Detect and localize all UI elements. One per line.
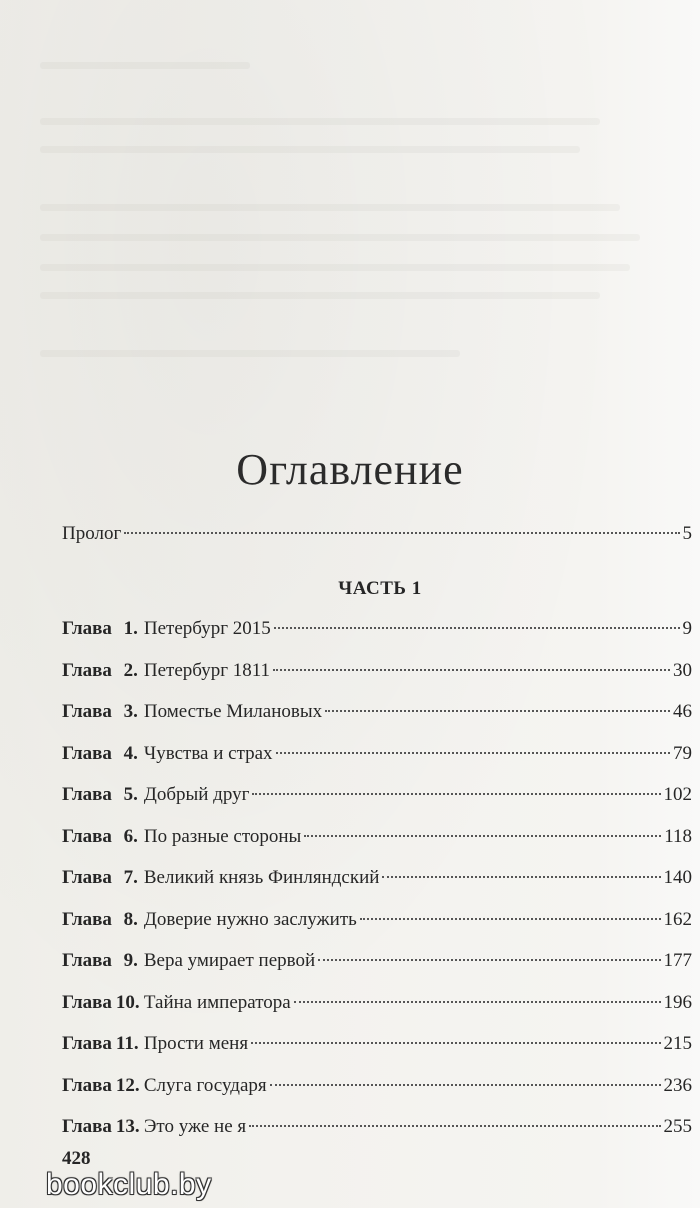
dot-leader <box>252 793 660 795</box>
chapter-prefix: Глава <box>62 1116 112 1137</box>
toc-entry-chapter <box>62 1116 692 1138</box>
chapter-label <box>62 784 249 806</box>
chapter-number: 5. <box>123 784 138 805</box>
dot-leader <box>360 918 661 920</box>
bleed-through-line <box>40 146 580 153</box>
chapter-prefix: Глава <box>62 743 112 764</box>
chapter-title: Великий князь Финляндский <box>143 867 380 888</box>
chapter-title: Доверие нужно заслужить <box>143 909 357 930</box>
chapter-prefix: Глава <box>62 992 112 1013</box>
chapter-page-number: 9 <box>682 618 692 639</box>
dot-leader <box>382 876 660 878</box>
dot-leader <box>251 1042 660 1044</box>
chapter-prefix: Глава <box>62 867 112 888</box>
chapter-prefix: Глава <box>62 784 112 805</box>
chapter-number: 2. <box>123 660 138 681</box>
prologue-label: Пролог <box>62 523 122 544</box>
toc-entry-chapter <box>62 992 692 1014</box>
chapter-title: Добрый друг <box>143 784 250 805</box>
watermark: bookclub.by <box>46 1168 212 1201</box>
toc-entry-chapter <box>62 743 692 765</box>
chapter-prefix: Глава <box>62 701 112 722</box>
chapter-page-number: 162 <box>663 909 692 930</box>
chapter-label <box>62 950 315 972</box>
toc-entry-chapter <box>62 867 692 889</box>
part-heading: ЧАСТЬ 1 <box>338 578 422 599</box>
dot-leader <box>270 1084 661 1086</box>
chapter-number: 9. <box>123 950 138 971</box>
chapter-number: 10. <box>115 992 140 1013</box>
chapter-number: 3. <box>123 701 138 722</box>
toc-entry-chapter <box>62 618 692 640</box>
chapter-page-number: 255 <box>663 1116 692 1137</box>
chapter-number: 12. <box>115 1075 140 1096</box>
chapter-label <box>62 618 271 640</box>
toc-entry-chapter <box>62 784 692 806</box>
chapter-prefix: Глава <box>62 1033 112 1054</box>
chapter-page-number: 140 <box>663 867 692 888</box>
bleed-through-line <box>40 234 640 241</box>
chapter-page-number: 79 <box>673 743 692 764</box>
dot-leader <box>249 1125 660 1127</box>
chapter-label <box>62 743 273 765</box>
chapter-number: 8. <box>123 909 138 930</box>
chapter-label <box>62 660 270 682</box>
chapter-number: 13. <box>115 1116 140 1137</box>
chapter-label <box>62 867 379 889</box>
chapter-prefix: Глава <box>62 909 112 930</box>
chapter-title: По разные стороны <box>143 826 302 847</box>
toc-entry-chapter <box>62 950 692 972</box>
toc-title: Оглавление <box>236 445 464 495</box>
chapter-label <box>62 909 357 931</box>
bleed-through-line <box>40 62 250 69</box>
chapter-label <box>62 1116 246 1138</box>
chapter-prefix: Глава <box>62 1075 112 1096</box>
toc-entry-chapter <box>62 660 692 682</box>
chapter-prefix: Глава <box>62 826 112 847</box>
chapter-title: Петербург 1811 <box>143 660 271 681</box>
chapter-number: 1. <box>123 618 138 639</box>
chapter-label <box>62 1075 267 1097</box>
chapter-number: 6. <box>123 826 138 847</box>
chapter-prefix: Глава <box>62 618 112 639</box>
toc-entry-chapter <box>62 826 692 848</box>
toc-entry-chapter <box>62 909 692 931</box>
chapter-number: 4. <box>123 743 138 764</box>
bleed-through-line <box>40 264 630 271</box>
chapter-label <box>62 992 291 1014</box>
chapter-number: 11. <box>115 1033 139 1054</box>
prologue-page-number: 5 <box>682 523 692 544</box>
chapter-title: Тайна императора <box>143 992 291 1013</box>
page-number: 428 <box>62 1148 91 1169</box>
bleed-through-line <box>40 118 600 125</box>
chapter-title: Петербург 2015 <box>143 618 271 639</box>
chapter-title: Вера умирает первой <box>143 950 316 971</box>
chapter-page-number: 215 <box>663 1033 692 1054</box>
chapter-title: Слуга государя <box>143 1075 267 1096</box>
chapter-page-number: 46 <box>673 701 692 722</box>
chapter-number: 7. <box>123 867 138 888</box>
dot-leader <box>124 532 679 534</box>
chapter-label <box>62 701 322 723</box>
chapter-title: Чувства и страх <box>143 743 273 764</box>
chapter-label <box>62 826 301 848</box>
chapter-prefix: Глава <box>62 660 112 681</box>
chapter-page-number: 236 <box>663 1075 692 1096</box>
bleed-through-line <box>40 292 600 299</box>
dot-leader <box>304 835 661 837</box>
chapter-page-number: 30 <box>673 660 692 681</box>
chapter-page-number: 177 <box>663 950 692 971</box>
toc-entry-chapter <box>62 1033 692 1055</box>
chapter-page-number: 102 <box>663 784 692 805</box>
chapter-title: Прости меня <box>143 1033 249 1054</box>
chapter-page-number: 118 <box>664 826 692 847</box>
chapter-prefix: Глава <box>62 950 112 971</box>
dot-leader <box>294 1001 661 1003</box>
bleed-through-line <box>40 204 620 211</box>
dot-leader <box>318 959 660 961</box>
dot-leader <box>276 752 670 754</box>
toc-entry-chapter <box>62 701 692 723</box>
bleed-through-line <box>40 350 460 357</box>
chapter-title: Это уже не я <box>143 1116 247 1137</box>
chapter-title: Поместье Милановых <box>143 701 323 722</box>
toc-entry-chapter <box>62 1075 692 1097</box>
dot-leader <box>274 627 680 629</box>
toc-entry-prologue <box>62 523 692 545</box>
dot-leader <box>273 669 670 671</box>
chapter-page-number: 196 <box>663 992 692 1013</box>
chapter-label <box>62 1033 248 1055</box>
dot-leader <box>325 710 670 712</box>
